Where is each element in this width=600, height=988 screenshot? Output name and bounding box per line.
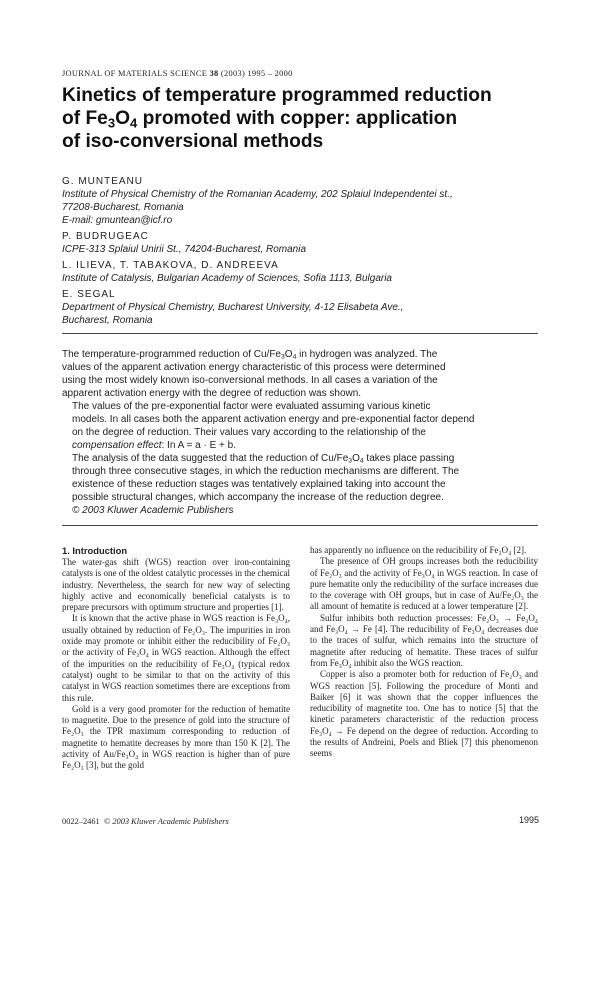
abstract-paragraph-2: The values of the pre-exponential factor were evaluated assuming various kinetic models. In all cases both the apparent activation energy and pre-exponential factor depend on the degree of reduction. Their values vary according to the relationship of the compensation effect: In A = a · E + b.	[72, 401, 475, 451]
page-number: 1995	[518, 815, 539, 825]
divider-top	[62, 333, 538, 334]
body-paragraph: Sulfur inhibits both reduction processes: Fe₂O₃ → Fe₃O₄ and Fe₃O₄ → Fe [4]. The reducibility of Fe₃O₄ decreases due to the traces of sulfur, which remains into the structure of magnetite after reducing of hematite. These traces of sulfur from Fe₃O₄ inhibit also the WGS reaction.	[310, 612, 538, 668]
journal-volume: 38	[209, 69, 219, 78]
journal-year-pages: (2003) 1995 – 2000	[220, 69, 293, 78]
body-paragraph: Copper is also a promoter both for reduction of Fe₂O₃ and WGS reaction [5]. Following the procedure of Monti and Baiker [6] it was shown that the copper influences the reducibility of magnetite too. One has to notice [5] that the kinetic parameters characteristic of the reduction process Fe₃O₄ → Fe depend on the degree of reduction. According to the results of Andreini, Poels and Bliek [7] this phenomenon seems	[310, 669, 538, 759]
author-name: G. MUNTEANU	[62, 176, 143, 187]
author-block-4	[62, 288, 542, 327]
author-list	[62, 175, 542, 330]
title-line-1: Kinetics of temperature programmed reduction	[62, 85, 492, 106]
footer-copyright: © 2003 Kluwer Academic Publishers	[103, 817, 229, 826]
author-name: P. BUDRUGEAC	[62, 231, 149, 242]
running-head	[62, 69, 538, 78]
footer-imprint	[62, 817, 229, 826]
title-line-2: of $Fe_3O_4$ promoted with copper: application	[62, 108, 458, 131]
author-affiliation: Institute of Catalysis, Bulgarian Academy of Sciences, Sofia 1113, Bulgaria	[62, 273, 392, 284]
abstract	[62, 348, 539, 517]
abstract-copyright: © 2003 Kluwer Academic Publishers	[72, 505, 234, 516]
abstract-paragraph-1: The temperature-programmed reduction of $Cu/Fe_3O_4$ in hydrogen was analyzed. The values of the apparent activation energy characteristic of this process were determined using the most widely known iso-conversional methods. In all cases a variation of the apparent activation energy with the degree of reduction was shown.	[62, 349, 446, 399]
author-name: L. ILIEVA, T. TABAKOVA, D. ANDREEVA	[62, 260, 279, 271]
author-block-1	[62, 175, 542, 227]
author-name: E. SEGAL	[62, 289, 116, 300]
divider-bottom	[62, 525, 538, 526]
body-column-left	[62, 545, 290, 772]
author-block-3	[62, 259, 542, 285]
body-paragraph: Gold is a very good promoter for the reduction of hematite to magnetite. Due to the presence of gold into the structure of Fe₂O₃ the TPR maximum corresponding to reduction of magnetite to hematite decreases by more than 150 K [2]. The activity of Au/Fe₃O₄ in WGS reaction is higher than of pure Fe₂O₃ [3], but the gold	[62, 703, 290, 771]
journal-name: JOURNAL OF MATERIALS SCIENCE	[62, 69, 208, 78]
body-column-right	[310, 545, 538, 760]
paper-title	[62, 84, 542, 153]
footer-code: 0022–2461	[62, 817, 100, 826]
author-email: E-mail: gmuntean@icf.ro	[62, 215, 173, 226]
author-block-2	[62, 230, 542, 256]
body-paragraph: The water-gas shift (WGS) reaction over iron-containing catalysts is one of the oldest catalytic processes in the chemical industry. Nevertheless, the search for new way of selecting highly active and economically beneficial catalysts is to prepare precursors with optimum structure and properties [1].	[62, 557, 290, 613]
body-paragraph: It is known that the active phase in WGS reaction is Fe₃O₄, usually obtained by reduction of Fe₂O₃. The impurities in iron oxide may promote or inhibit either the reducibility of Fe₂O₃ or the activity of Fe₃O₄ in WGS reaction. Although the effect of the impurities on the reducibility of Fe₃O₄ (typical redox catalyst) ought to be similar to that on the activity of this catalyst in WGS reaction sometimes there are exceptions from this rule.	[62, 613, 290, 703]
author-affiliation: Department of Physical Chemistry, Bucharest University, 4-12 Elisabeta Ave.,	[62, 302, 404, 313]
author-affiliation: Institute of Physical Chemistry of the Romanian Academy, 202 Splaiul Independentei st.,	[62, 189, 453, 200]
body-paragraph: has apparently no influence on the reducibility of Fe₃O₄ [2].	[310, 545, 527, 555]
author-affiliation: 77208-Bucharest, Romania	[62, 202, 184, 213]
body-paragraph: The presence of OH groups increases both the reducibility of Fe₂O₃ and the activity of Fe₃O₄ in WGS reaction. In case of pure hematite only the reducibility of the surface increases due to the coverage with OH groups, but in case of Au/Fe₂O₃ the all amount of hematite is reduced at a lower temperature [2].	[310, 556, 538, 612]
author-affiliation: ICPE-313 Splaiul Unirii St., 74204-Bucharest, Romania	[62, 244, 307, 255]
title-line-3: of iso-conversional methods	[62, 131, 324, 152]
author-affiliation: Bucharest, Romania	[62, 315, 153, 326]
section-heading: 1. Introduction	[62, 545, 128, 556]
abstract-paragraph-3: The analysis of the data suggested that the reduction of $Cu/Fe_3O_4$ takes place passing through three consecutive stages, in which the reduction mechanisms are different. The existence of these reduction stages was tentatively explained taking into account the possible structural changes, which accompany the increase of the reduction degree.	[72, 453, 460, 503]
